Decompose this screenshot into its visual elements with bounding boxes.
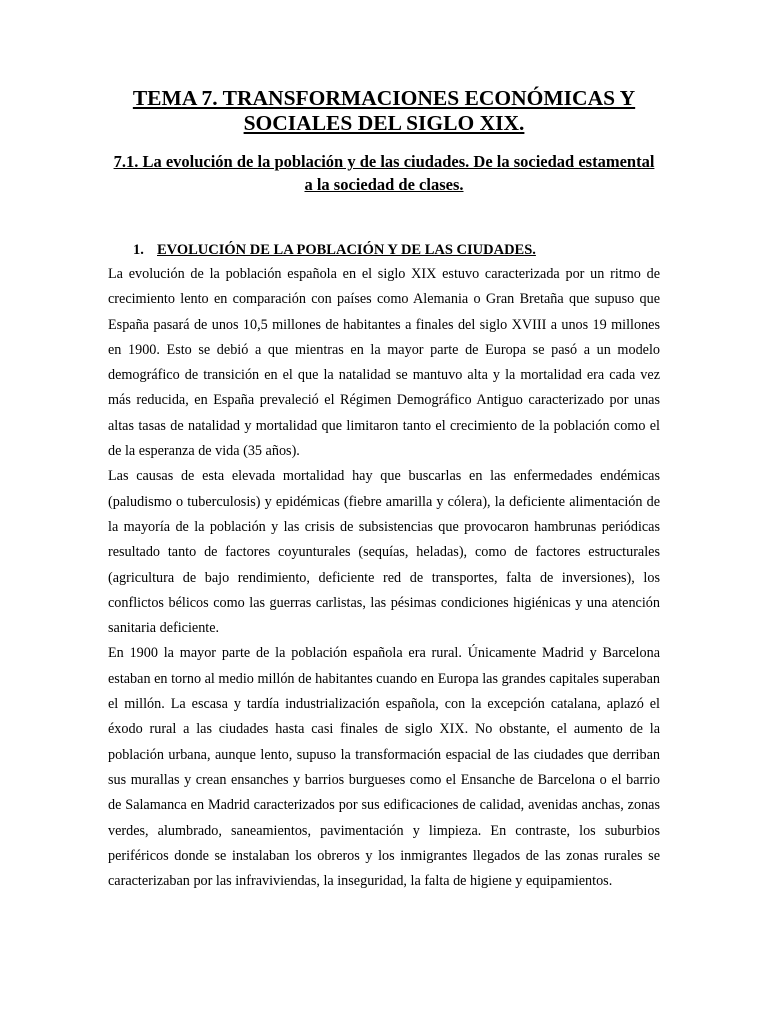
paragraph: En 1900 la mayor parte de la población española era rural. Únicamente Madrid y Barcelona estaban en torno al medio millón de habitantes cuando en Europa las grandes capitales superaban el millón. La escasa y tardía industrialización española, con la excepción catalana, aplazó el éxodo rural a las ciudades hasta casi finales de siglo XIX. No obstante, el aumento de la población urbana, aunque lento, supuso la transformación espacial de las ciudades que derriban sus murallas y crean ensanches y barrios burgueses como el Ensanche de Barcelona o el barrio de Salamanca en Madrid caracterizados por sus edificaciones de calidad, avenidas anchas, zonas verdes, alumbrado, saneamientos, pavimentación y limpieza. En contraste, los suburbios periféricos donde se instalaban los obreros y los inmigrantes llegados de las zonas rurales se caracterizaban por las infraviviendas, la inseguridad, la falta de higiene y equipamientos. [108,645,660,890]
document-title: TEMA 7. TRANSFORMACIONES ECONÓMICAS Y SOCIALES DEL SIGLO XIX. [132,86,636,135]
paragraph: La evolución de la población española en el siglo XIX estuvo caracterizada por un ritmo de crecimiento lento en comparación con países como Alemania o Gran Bretaña que supuso que España pasará de unos 10,5 millones de habitantes a finales del siglo XVIII a unos 19 millones en 1900. Esto se debió a que mientras en la mayor parte de Europa se pasó a un modelo demográfico de transición en el que la natalidad se mantuvo alta y la mortalidad era cada vez más reducida, en España prevaleció el Régimen Demográfico Antiguo caracterizado por unas altas tasas de natalidad y mortalidad que limitaron tanto el crecimiento de la población como el de la esperanza de vida (35 años). [108,266,660,460]
paragraph: Las causas de esta elevada mortalidad hay que buscarlas en las enfermedades endémicas (paludismo o tuberculosis) y epidémicas (fiebre amarilla y cólera), la deficiente alimentación de la mayoría de la población y las crisis de subsistencias que provocaron hambrunas periódicas resultado tanto de factores coyunturales (sequías, heladas), como de factores estructurales (agricultura de bajo rendimiento, deficiente red de transportes, falta de inversiones), los conflictos bélicos como las guerras carlistas, las pésimas condiciones higiénicas y una atención sanitaria deficiente. [108,468,660,637]
section-heading-text: EVOLUCIÓN DE LA POBLACIÓN Y DE LAS CIUDADES. [157,242,536,258]
section-number: 1. [133,242,144,258]
section-heading [108,240,660,260]
body-text [108,262,660,894]
document-subtitle: 7.1. La evolución de la población y de las ciudades. De la sociedad estamental a la sociedad de clases. [113,152,655,194]
